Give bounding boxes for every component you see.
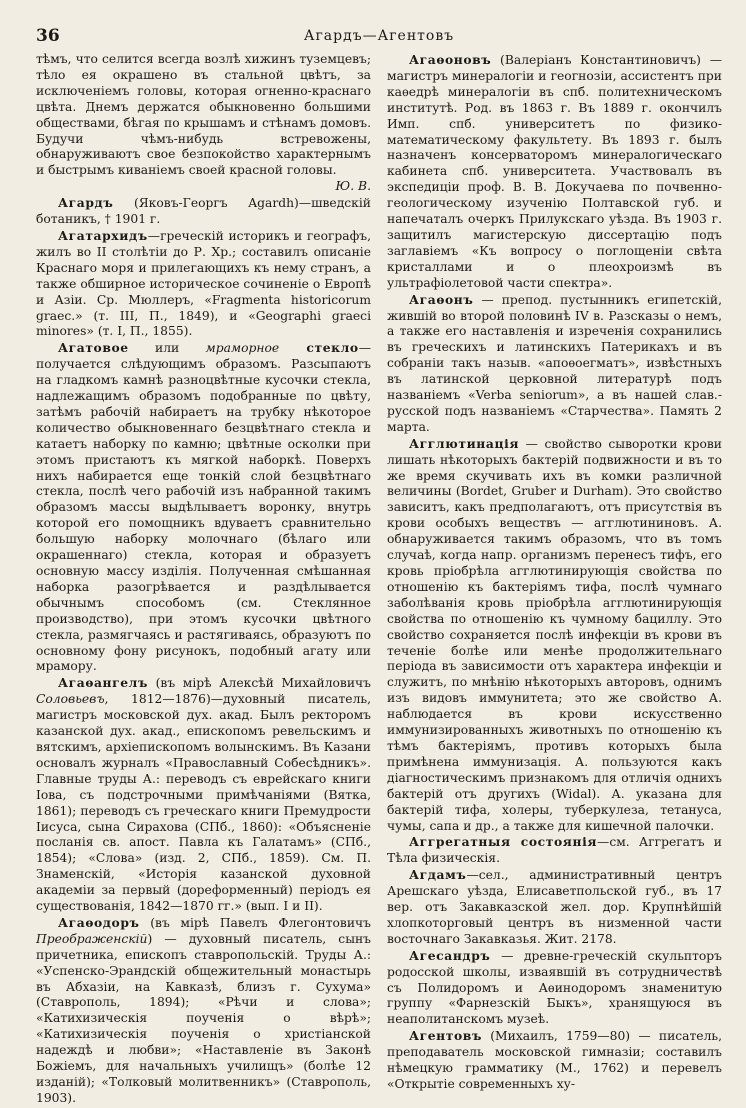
entry-text: (Михаилъ, 1759—80) — писатель, преподаватель московской гимназіи; составилъ нѣмецкую грамматику (М., 1762) и перевелъ «Открытіе современныхъ ху- <box>387 1029 722 1091</box>
dictionary-entry <box>36 340 371 675</box>
entry-text: (Валеріанъ Константиновичъ) — магистръ минералогіи и геогнозіи, ассистентъ при каѳедрѣ минералогіи въ спб. политехническомъ институтѣ. Род. въ 1863 г. Въ 1889 г. окончилъ Имп. спб. университетъ по физико-математическому факультету. Въ 1893 г. былъ назначенъ консерваторомъ минералогическаго кабинета спб. университета. Участвовалъ въ экспедиціи проф. В. В. Докучаева по почвенно-геологическому изученію Полтавской губ. и напечаталъ очеркъ Прилукскаго уѣзда. Въ 1903 г. защитилъ магистерскую диссертацію подъ заглавіемъ «Къ вопросу о поглощеніи свѣта кристаллами и о плеохроизмѣ въ ультрафіолетовой части спектра». <box>387 53 722 290</box>
dictionary-entry <box>36 915 371 1107</box>
dictionary-entry <box>387 834 722 867</box>
dictionary-entry <box>36 195 371 228</box>
dictionary-entry <box>36 675 371 915</box>
entry-italic-name: Преображенскій <box>36 931 148 946</box>
entry-text: — древне-греческій скульпторъ родосской школы, изваявшій въ сотрудничествѣ съ Полидоромъ и Аѳинодоромъ знаменитую группу «Фарнезскій Быкъ», хранящуюся въ неаполитанскомъ музеѣ. <box>387 948 722 1027</box>
entry-text: тѣмъ, что селится всегда возлѣ хижинъ туземцевъ; тѣло ея окрашено въ стальной цвѣтъ, за исключеніемъ головы, которая огненно-краснаго цвѣта. Днемъ держатся обыкновенно большими обществами, бѣгая по крышамъ и стѣнамъ домовъ. Будучи чѣмъ-нибудь встревожены, обнаруживаютъ свое безпокойство характернымъ и быстрымъ киваніемъ своей красной головы. <box>36 52 371 178</box>
dictionary-entry <box>36 228 371 340</box>
entry-headword: Аггрегатныя состоянія <box>409 834 598 850</box>
entry-headword: стекло <box>279 340 359 356</box>
entry-text: , 1812—1876)—духовный писатель, магистръ московской дух. акад. Былъ ректоромъ казанской дух. акад., епископомъ ревельскимъ и вятскимъ, архіепископомъ волынскимъ. Въ Казани основалъ журналъ «Православный Собесѣдникъ». Главные труды А.: переводъ съ еврейскаго книги Іова, съ подстрочными примѣчаніями (Вятка, 1861); переводъ съ греческаго книги Премудрости Іисуса, сына Сирахова (СПб., 1860): «Объясненіе посланія св. апост. Павла къ Галатамъ» (СПб., 1854); «Слова» (изд. 2, СПб., 1859). См. П. Знаменскій, «Исторія казанской духовной академіи за первый (дореформенный) періодъ ея существованія, 1842—1870 гг.» (вып. I и II). <box>36 692 371 914</box>
entry-headword: Агаѳодоръ <box>58 914 140 930</box>
entry-text: или <box>128 341 206 356</box>
dictionary-entry <box>387 436 722 835</box>
running-head: Агардъ—Агентовъ <box>303 28 455 44</box>
dictionary-entry <box>387 1028 722 1093</box>
entry-text: (Яковъ-Георгъ Agardh)—шведскій ботаникъ, † 1901 г. <box>36 196 371 227</box>
entry-headword: Агаѳонъ <box>409 291 474 307</box>
entry-text: —сел., административный центръ Арешскаго уѣзда, Елисаветпольской губ., въ 17 вер. отъ Закавказской жел. дор. Крупнѣйшій хлопкоторговый центръ въ низменной части восточнаго Закавказья. Жит. 2178. <box>387 868 722 946</box>
right-column <box>387 52 722 1107</box>
dictionary-entry <box>387 867 722 948</box>
entry-italic-name: Соловьевъ <box>36 692 105 707</box>
entry-headword-italic: мраморное <box>205 341 280 356</box>
entry-text: (въ мірѣ Алексѣй Михайловичъ <box>147 676 371 691</box>
entry-headword: Агглютинація <box>409 435 520 451</box>
entry-headword: Агаѳоновъ <box>409 52 492 67</box>
entry-headword: Агесандръ <box>409 947 491 963</box>
entry-headword: Агатархидъ <box>58 227 148 243</box>
entry-text: (въ мірѣ Павелъ Флегонтовичъ <box>139 915 371 930</box>
entry-text: —получается слѣдующимъ образомъ. Разсыпаютъ на гладкомъ камнѣ разноцвѣтные кусочки стекла, надлежащимъ образомъ подобранные по цвѣту, затѣмъ рабочій набираетъ на трубку нѣкоторое количество обыкновеннаго безцвѣтнаго стекла и катаетъ наборку по камню; цвѣтные осколки при этомъ пристаютъ къ мягкой наборкѣ. Поверхъ нихъ набирается еще тонкій слой безцвѣтнаго стекла, послѣ чего рабочій изъ набранной такимъ образомъ массы выдѣлываетъ воронку, внутрь которой его помощникъ вдуваетъ сравнительно большую наборку молочнаго (бѣлаго или окрашеннаго) стекла, которая и образуетъ основную массу изділія. Полученная смѣшанная наборка разогрѣвается и раздѣлывается обычнымъ способомъ (см. Стеклянное производство), при этомъ кусочки цвѣтного стекла, размягчаясь и растягиваясь, образуютъ по основному фону рисунокъ, подобный агату или мрамору. <box>36 341 371 674</box>
dictionary-entry <box>387 948 722 1029</box>
entry-headword: Агдамъ <box>409 867 467 883</box>
entry-text: —см. Аггрегатъ и Тѣла физическія. <box>387 835 723 866</box>
dictionary-entry <box>387 52 722 292</box>
entry-text: — препод. пустынникъ египетскій, жившій во второй половинѣ IV в. Разсказы о немъ, а также его наставленія и изреченія сохранились въ греческихъ и латинскихъ Патерикахъ и въ собраніи такъ назыв. «апоѳоегматъ», извѣстныхъ въ латинской церковной литературѣ подъ названіемъ «Verba seniorum», а въ нашей слав.-русской подъ названіемъ «Старчества». Память 2 марта. <box>387 292 722 434</box>
entry-headword: Агатовое <box>58 340 129 356</box>
text-columns <box>36 52 722 1107</box>
continued-article <box>36 52 371 195</box>
entry-headword: Агаѳангелъ <box>58 675 148 691</box>
dictionary-entry <box>387 292 722 436</box>
left-column <box>36 52 371 1107</box>
entry-headword: Агардъ <box>58 195 114 211</box>
entry-text: ) — духовный писатель, сынъ причетника, епископъ ставропольскій. Труды А.: «Успенско-Эрандскій общежительный монастырь въ Абхазіи, на Кавказѣ, близъ г. Сухума» (Ставрополь, 1894); «Рѣчи и слова»; «Катихизическія поученія о вѣрѣ»; «Катихизическія поученія о христіанской надеждѣ и любви»; «Наставленіе въ Законѣ Божіемъ, для начальныхъ училищъ» (болѣе 12 изданій); «Толковый молитвенникъ» (Ставрополь, 1903). <box>36 931 371 1105</box>
page-number: 36 <box>36 26 60 46</box>
author-signature: Ю. В. <box>335 179 371 194</box>
entry-text: — свойство сыворотки крови лишать нѣкоторыхъ бактерій подвижности и въ то же время скучивать ихъ въ комки различной величины (Bordet, Gruber и Durham). Это свойство зависитъ, какъ предполагаютъ, отъ присутствія въ крови особыхъ веществъ — агглютининовъ. А. обнаруживается такимъ образомъ, что въ томъ случаѣ, когда напр. организмъ перенесъ тифъ, его кровь пріобрѣла агглютинирующія свойства по отношенію къ бактеріямъ тифа, послѣ чумнаго заболѣванія кровь пріобрѣла агглютинирующія свойства по отношенію къ чумному бациллу. Это свойство сохраняется послѣ инфекціи въ крови въ теченіе болѣе или менѣе продолжительнаго періода въ зависимости отъ характера инфекціи и служитъ, по мнѣнію нѣкоторыхъ авторовъ, однимъ изъ видовъ иммунитета; это же свойство А. наблюдается въ крови искусственно иммунизированныхъ животныхъ по отношенію къ тѣмъ бактеріямъ, противъ которыхъ была примѣнена иммунизація. А. пользуются какъ діагностическимъ признакомъ для отличія однихъ бактерій отъ другихъ (Widal). А. указана для бактерій тифа, холеры, туберкулеза, тетануса, чумы, сапа и др., а также для кишечной палочки. <box>387 436 722 833</box>
page-header <box>36 26 722 50</box>
entry-text: —греческій историкъ и географъ, жилъ во II столѣтіи до Р. Хр.; составилъ описаніе Краснаго моря и прилегающихъ къ нему странъ, а также обширное историческое сочиненіе о Европѣ и Азіи. Ср. Мюллеръ, «Fragmenta historicorum graec.» (т. III, П., 1849), и «Geographi graeci minores» (т. I, П., 1855). <box>36 228 371 339</box>
entry-headword: Агентовъ <box>409 1028 482 1044</box>
